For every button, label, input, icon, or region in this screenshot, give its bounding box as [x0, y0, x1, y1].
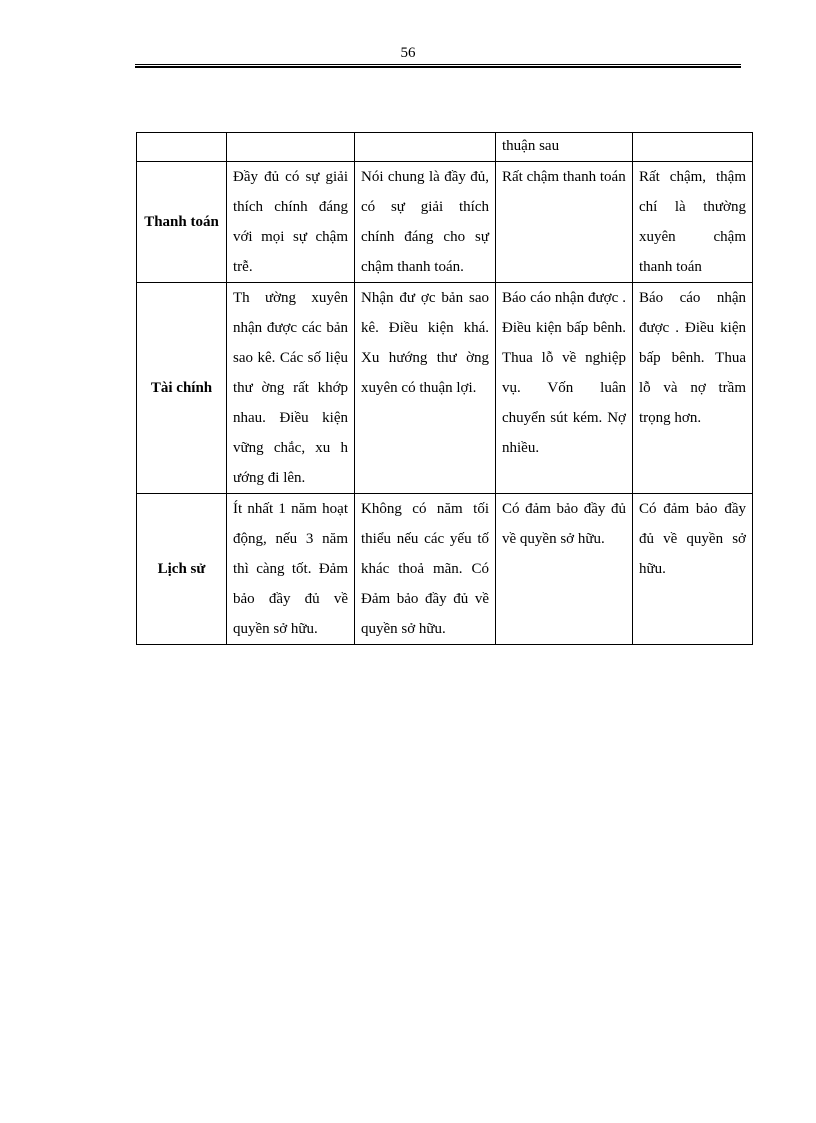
row-label: Tài chính	[137, 283, 227, 494]
header-rule-thick	[135, 66, 741, 68]
table-cell: Th ường xuyên nhận được các bản sao kê. Các số liệu thư ờng rất khớp nhau. Điều kiện vững chắc, xu h ướng đi lên.	[227, 283, 355, 494]
table-cell: Rất chậm thanh toán	[496, 162, 633, 283]
table-row-continuation	[137, 133, 753, 162]
table-cell: Có đảm bảo đầy đủ về quyền sở hữu.	[496, 494, 633, 645]
table-cell: Rất chậm, thậm chí là thường xuyên chậm thanh toán	[633, 162, 753, 283]
table-cell	[137, 133, 227, 162]
table-cell: Nói chung là đầy đủ, có sự giải thích chính đáng cho sự chậm thanh toán.	[355, 162, 496, 283]
table-cell: Có đảm bảo đầy đủ về quyền sở hữu.	[633, 494, 753, 645]
table-cell: Đầy đủ có sự giải thích chính đáng với mọi sự chậm trễ.	[227, 162, 355, 283]
table-row-tai-chinh	[137, 283, 753, 494]
row-label: Lịch sử	[137, 494, 227, 645]
table-row-lich-su	[137, 494, 753, 645]
header-rule-thin	[135, 64, 741, 65]
table-cell	[355, 133, 496, 162]
table-cell: Ít nhất 1 năm hoạt động, nếu 3 năm thì càng tốt. Đảm bảo đầy đủ về quyền sở hữu.	[227, 494, 355, 645]
table-cell	[633, 133, 753, 162]
page-number: 56	[400, 45, 416, 61]
table-cell: Không có năm tối thiểu nếu các yếu tố khác thoả mãn. Có Đảm bảo đầy đủ về quyền sở hữu.	[355, 494, 496, 645]
table-cell: Nhận đư ợc bản sao kê. Điều kiện khá. Xu hướng thư ờng xuyên có thuận lợi.	[355, 283, 496, 494]
credit-criteria-table	[136, 132, 753, 645]
table-cell: thuận sau	[496, 133, 633, 162]
table-cell: Báo cáo nhận được . Điều kiện bấp bênh. Thua lỗ và nợ trầm trọng hơn.	[633, 283, 753, 494]
table-row-thanh-toan	[137, 162, 753, 283]
table-cell	[227, 133, 355, 162]
table-cell: Báo cáo nhận được . Điều kiện bấp bênh. Thua lỗ về nghiệp vụ. Vốn luân chuyển sút kém. Nợ nhiều.	[496, 283, 633, 494]
row-label: Thanh toán	[137, 162, 227, 283]
